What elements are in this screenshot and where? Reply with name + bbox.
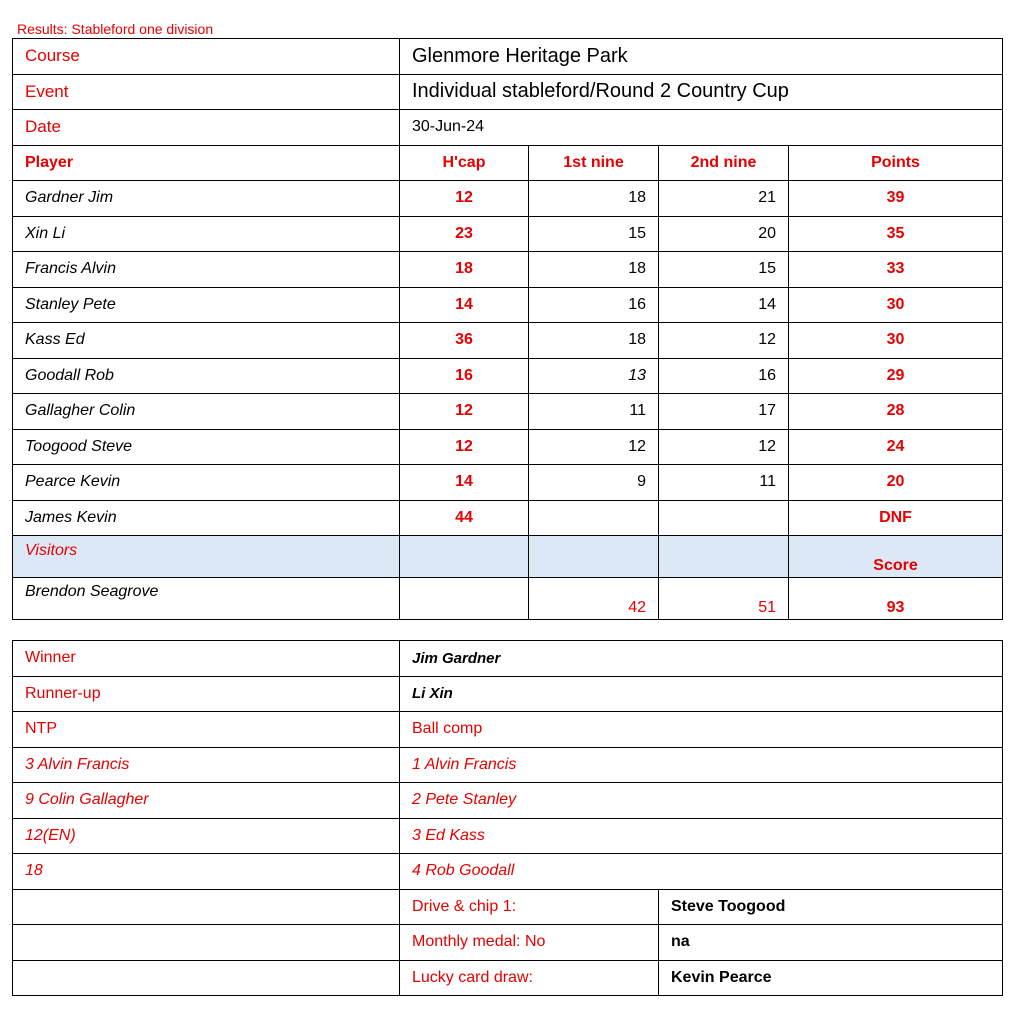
- ntp-entry: 12(EN): [13, 818, 400, 854]
- date-row: [13, 110, 1003, 146]
- header-row: [13, 145, 1003, 181]
- results-title: Results: Stableford one division: [17, 21, 214, 37]
- extra-award-label: Drive & chip 1:: [400, 889, 659, 925]
- course-row: [13, 39, 1003, 75]
- visitor-first-nine: 42: [529, 577, 659, 620]
- player-first-nine: 18: [529, 252, 659, 288]
- player-hcap: 14: [400, 465, 529, 501]
- player-second-nine: 20: [659, 216, 789, 252]
- player-second-nine: [659, 500, 789, 536]
- ntp-entry: 9 Colin Gallagher: [13, 783, 400, 819]
- player-row: [13, 216, 1003, 252]
- course-value: Glenmore Heritage Park: [400, 39, 1003, 75]
- visitor-score: 93: [789, 577, 1003, 620]
- extra-award-label: Monthly medal: No: [400, 925, 659, 961]
- player-points: 33: [789, 252, 1003, 288]
- player-points: 20: [789, 465, 1003, 501]
- player-points: DNF: [789, 500, 1003, 536]
- extra-award-row: [13, 925, 1003, 961]
- runnerup-label: Runner-up: [13, 676, 400, 712]
- player-name: Stanley Pete: [13, 287, 400, 323]
- player-hcap: 18: [400, 252, 529, 288]
- visitors-label: Visitors: [13, 536, 400, 578]
- player-hcap: 14: [400, 287, 529, 323]
- player-points: 39: [789, 181, 1003, 217]
- player-second-nine: 11: [659, 465, 789, 501]
- prize-row: [13, 854, 1003, 890]
- player-points: 30: [789, 287, 1003, 323]
- extra-award-value: Steve Toogood: [659, 889, 1003, 925]
- score-label: Score: [789, 536, 1003, 578]
- ballcomp-entry: 3 Ed Kass: [400, 818, 1003, 854]
- player-row: [13, 500, 1003, 536]
- player-first-nine: 11: [529, 394, 659, 430]
- extra-award-row: [13, 960, 1003, 996]
- player-row: [13, 323, 1003, 359]
- player-name: Xin Li: [13, 216, 400, 252]
- winner-value: Jim Gardner: [400, 641, 1003, 677]
- awards-table: [12, 640, 1003, 996]
- winner-row: [13, 641, 1003, 677]
- ballcomp-label: Ball comp: [400, 712, 1003, 748]
- player-row: [13, 287, 1003, 323]
- event-row: [13, 74, 1003, 110]
- ntp-entry: 18: [13, 854, 400, 890]
- player-first-nine: 9: [529, 465, 659, 501]
- player-first-nine: 16: [529, 287, 659, 323]
- ballcomp-entry: 2 Pete Stanley: [400, 783, 1003, 819]
- player-name: Francis Alvin: [13, 252, 400, 288]
- visitor-second-nine: 51: [659, 577, 789, 620]
- player-points: 28: [789, 394, 1003, 430]
- visitors-empty-cell: [529, 536, 659, 578]
- visitors-empty-cell: [400, 536, 529, 578]
- date-label: Date: [13, 110, 400, 146]
- player-second-nine: 16: [659, 358, 789, 394]
- player-hcap: 44: [400, 500, 529, 536]
- player-hcap: 12: [400, 429, 529, 465]
- event-value: Individual stableford/Round 2 Country Cup: [400, 74, 1003, 110]
- player-name: Gardner Jim: [13, 181, 400, 217]
- visitor-row: [13, 577, 1003, 620]
- ntp-label: NTP: [13, 712, 400, 748]
- player-second-nine: 14: [659, 287, 789, 323]
- ntp-header-row: [13, 712, 1003, 748]
- runnerup-value: Li Xin: [400, 676, 1003, 712]
- player-second-nine: 17: [659, 394, 789, 430]
- player-row: [13, 252, 1003, 288]
- player-hcap: 23: [400, 216, 529, 252]
- header-hcap: H'cap: [400, 145, 529, 181]
- ballcomp-entry: 4 Rob Goodall: [400, 854, 1003, 890]
- player-points: 30: [789, 323, 1003, 359]
- extra-award-row: [13, 889, 1003, 925]
- player-row: [13, 181, 1003, 217]
- player-first-nine: [529, 500, 659, 536]
- header-player: Player: [13, 145, 400, 181]
- player-second-nine: 15: [659, 252, 789, 288]
- visitor-name: Brendon Seagrove: [13, 577, 400, 620]
- player-hcap: 36: [400, 323, 529, 359]
- header-second-nine: 2nd nine: [659, 145, 789, 181]
- winner-label: Winner: [13, 641, 400, 677]
- runnerup-row: [13, 676, 1003, 712]
- ballcomp-entry: 1 Alvin Francis: [400, 747, 1003, 783]
- player-first-nine: 12: [529, 429, 659, 465]
- visitors-empty-cell: [659, 536, 789, 578]
- prize-row: [13, 818, 1003, 854]
- date-value: 30-Jun-24: [400, 110, 1003, 146]
- player-first-nine: 15: [529, 216, 659, 252]
- player-name: Gallagher Colin: [13, 394, 400, 430]
- player-hcap: 16: [400, 358, 529, 394]
- course-label: Course: [13, 39, 400, 75]
- empty-cell: [13, 925, 400, 961]
- player-row: [13, 394, 1003, 430]
- player-name: Pearce Kevin: [13, 465, 400, 501]
- empty-cell: [13, 889, 400, 925]
- extra-award-value: Kevin Pearce: [659, 960, 1003, 996]
- player-hcap: 12: [400, 181, 529, 217]
- visitor-hcap: [400, 577, 529, 620]
- player-first-nine: 13: [529, 358, 659, 394]
- event-label: Event: [13, 74, 400, 110]
- header-first-nine: 1st nine: [529, 145, 659, 181]
- player-name: Goodall Rob: [13, 358, 400, 394]
- results-table: [12, 38, 1003, 620]
- player-row: [13, 465, 1003, 501]
- prize-row: [13, 783, 1003, 819]
- player-first-nine: 18: [529, 181, 659, 217]
- empty-cell: [13, 960, 400, 996]
- player-row: [13, 358, 1003, 394]
- player-second-nine: 21: [659, 181, 789, 217]
- player-points: 29: [789, 358, 1003, 394]
- player-name: James Kevin: [13, 500, 400, 536]
- player-name: Toogood Steve: [13, 429, 400, 465]
- ntp-entry: 3 Alvin Francis: [13, 747, 400, 783]
- visitors-header-row: [13, 536, 1003, 578]
- extra-award-value: na: [659, 925, 1003, 961]
- player-points: 24: [789, 429, 1003, 465]
- player-hcap: 12: [400, 394, 529, 430]
- player-name: Kass Ed: [13, 323, 400, 359]
- player-second-nine: 12: [659, 323, 789, 359]
- extra-award-label: Lucky card draw:: [400, 960, 659, 996]
- prize-row: [13, 747, 1003, 783]
- player-points: 35: [789, 216, 1003, 252]
- player-second-nine: 12: [659, 429, 789, 465]
- player-first-nine: 18: [529, 323, 659, 359]
- player-row: [13, 429, 1003, 465]
- header-points: Points: [789, 145, 1003, 181]
